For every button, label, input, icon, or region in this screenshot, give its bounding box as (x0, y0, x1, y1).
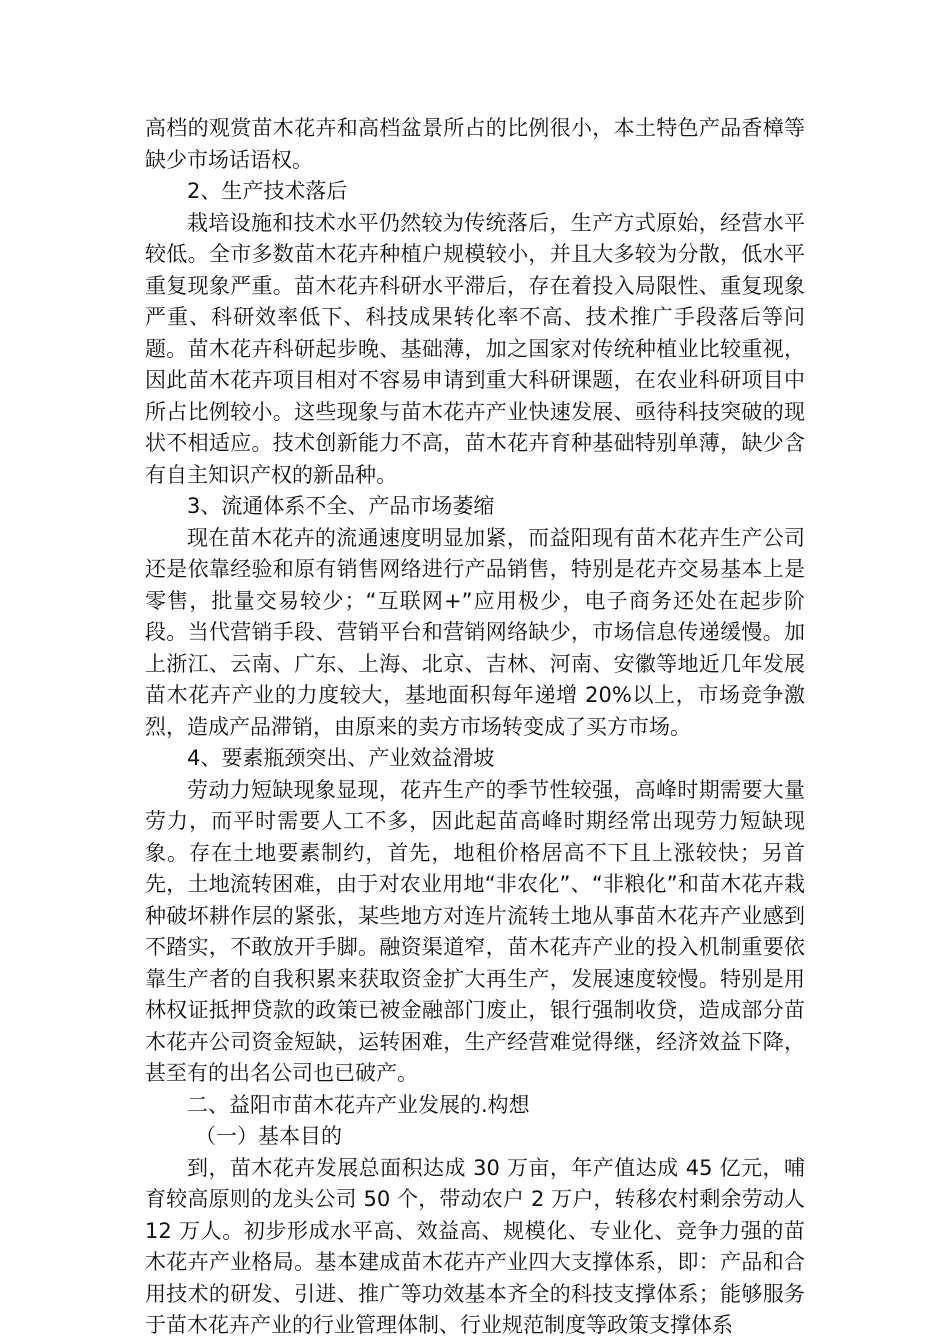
section-heading-distribution: 3、流通体系不全、产品市场萎缩 (187, 494, 495, 518)
section-heading-factor-bottleneck: 4、要素瓶颈突出、产业效益滑坡 (187, 746, 495, 770)
document-body (145, 113, 805, 1342)
subsection-heading-basic-goal: （一）基本目的 (195, 1124, 342, 1148)
paragraph-factor-bottleneck: 劳动力短缺现象显现，花卉生产的季节性较强，高峰时期需要大量劳力，而平时需要人工不多，因此起苗高峰时期经常出现劳力短缺现象。存在土地要素制约，首先，地租价格居高不下且上涨较快；另首先，土地流转困难，由于对农业用地“非农化”、“非粮化”和苗木花卉栽种破坏耕作层的紧张，某些地方对连片流转土地从事苗木花卉产业感到不踏实，不敢放开手脚。融资渠道窄，苗木花卉产业的投入机制重要依靠生产者的自我积累来获取资金扩大再生产，发展速度较慢。特别是用林权证抵押贷款的政策已被金融部门废止，银行强制收贷，造成部分苗木花卉公司资金短缺，运转困难，生产经营难觉得继，经济效益下降，甚至有的出名公司也已破产。 (145, 777, 805, 1085)
paragraph-distribution: 现在苗木花卉的流通速度明显加紧，而益阳现有苗木花卉生产公司还是依靠经验和原有销售网络进行产品销售，特别是花卉交易基本上是零售，批量交易较少；“互联网+”应用极少，电子商务还处在起步阶段。当代营销手段、营销平台和营销网络缺少，市场信息传递缓慢。加上浙江、云南、广东、上海、北京、吉林、河南、安徽等地近几年发展苗木花卉产业的力度较大，基地面积每年递增 20%以上，市场竞争激烈，造成产品滞销，由原来的卖方市场转变成了买方市场。 (145, 525, 805, 739)
section-heading-production-tech: 2、生产技术落后 (187, 179, 348, 203)
paragraph-continuation: 高档的观赏苗木花卉和高档盆景所占的比例很小，本土特色产品香樟等缺少市场话语权。 (145, 116, 805, 172)
paragraph-basic-goal: 到，苗木花卉发展总面积达成 30 万亩，年产值达成 45 亿元，哺育较高原则的龙头公司 50 个，带动农户 2 万户，转移农村剩余劳动人 12 万人。初步形成水平高、效益高、规模化、专业化、竞争力强的苗木花卉产业格局。基本建成苗木花卉产业四大支撑体系，即：产品和合用技术的研发、引进、推广等功效基本齐全的科技支撑体系；能够服务于苗木花卉产业的行业管理体制、行业规范制度等政策支撑体系 (145, 1155, 805, 1337)
section-heading-development-plan: 二、益阳市苗木花卉产业发展的.构想 (187, 1092, 530, 1117)
paragraph-production-tech: 栽培设施和技术水平仍然较为传统落后，生产方式原始，经营水平较低。全市多数苗木花卉种植户规模较小，并且大多较为分散，低水平重复现象严重。苗木花卉科研水平滞后，存在着投入局限性、重复现象严重、科研效率低下、科技成果转化率不高、技术推广手段落后等问题。苗木花卉科研起步晚、基础薄，加之国家对传统种植业比较重视，因此苗木花卉项目相对不容易申请到重大科研课题，在农业科研项目中所占比例较小。这些现象与苗木花卉产业快速发展、亟待科技突破的现状不相适应。技术创新能力不高，苗木花卉育种基础特别单薄，缺少含有自主知识产权的新品种。 (145, 210, 805, 487)
